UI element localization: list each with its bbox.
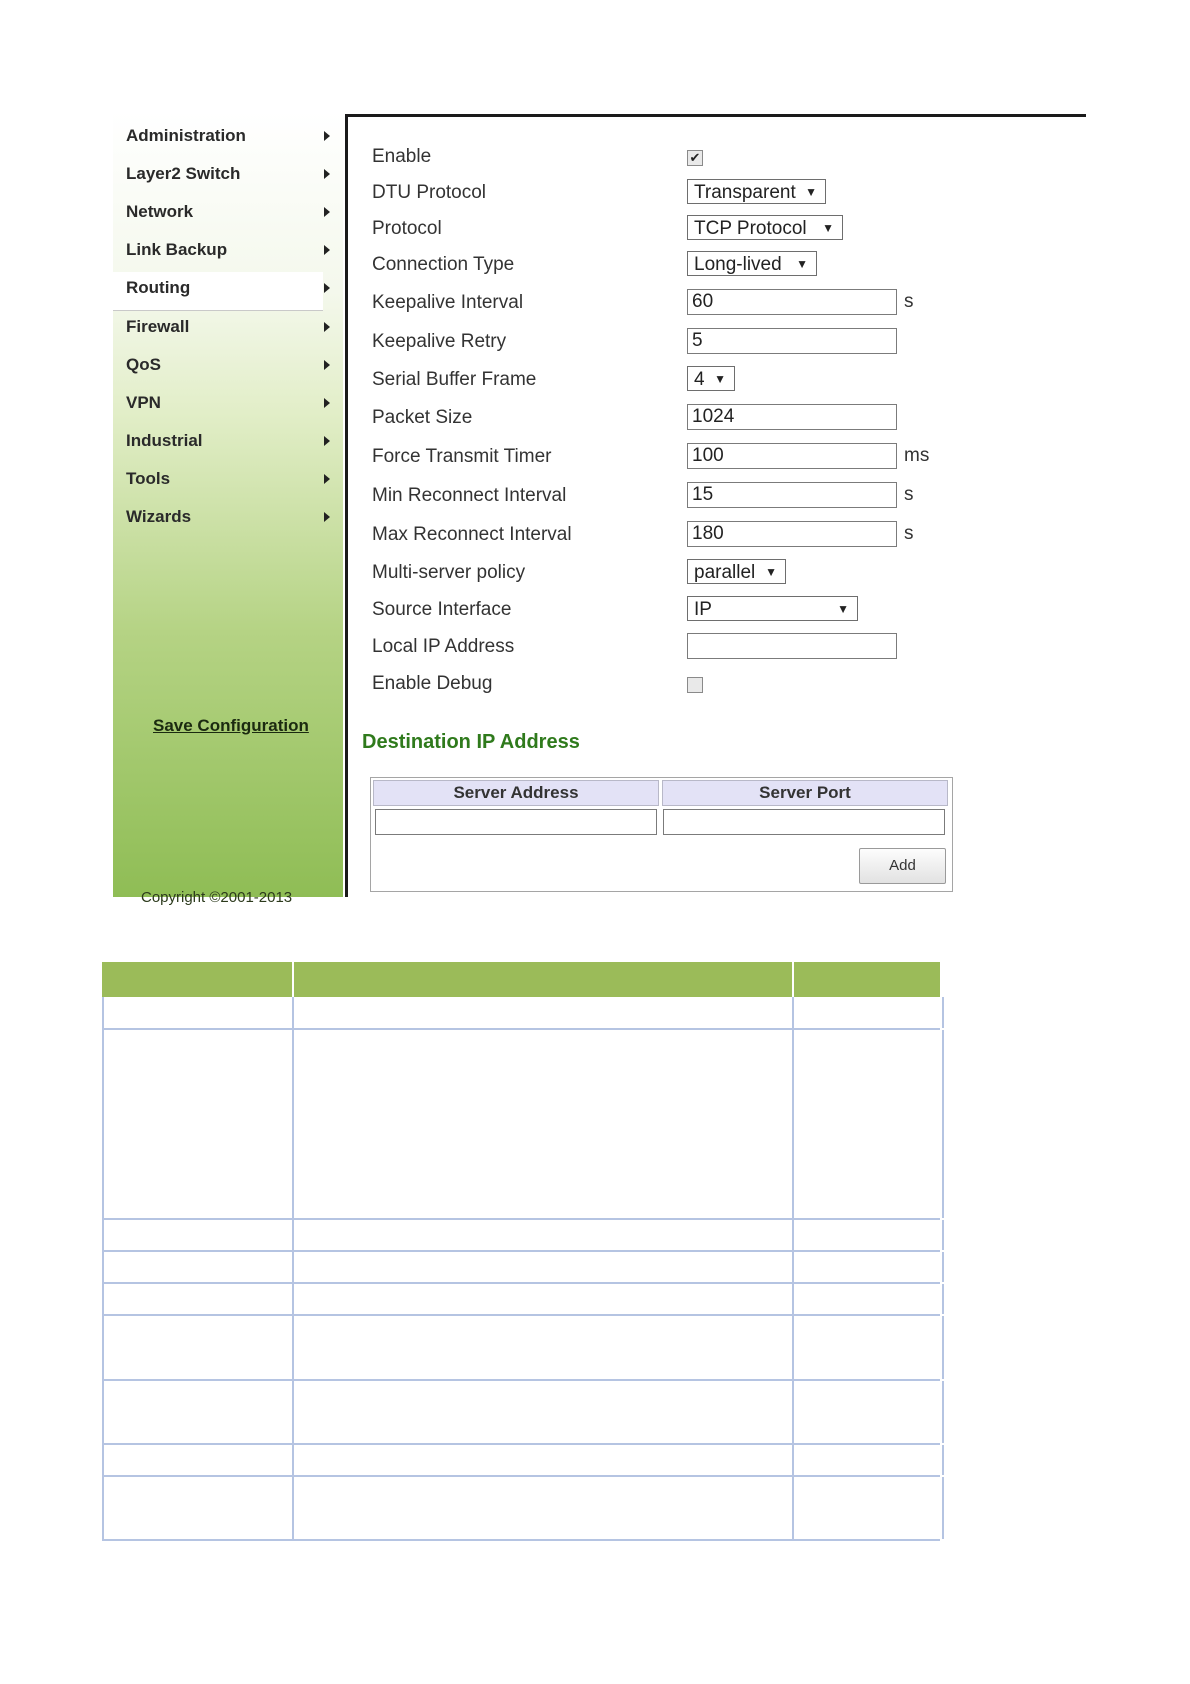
sidebar-item-vpn[interactable] — [113, 387, 343, 425]
connection-type-select[interactable] — [687, 251, 817, 276]
table-cell — [792, 1445, 944, 1475]
content-top-rule — [345, 114, 1086, 117]
table-cell — [102, 1445, 294, 1475]
sidebar-item-label: Layer2 Switch — [126, 164, 241, 183]
protocol-label: Protocol — [372, 218, 442, 239]
table-row — [102, 1381, 940, 1445]
sidebar-item-label: Firewall — [126, 317, 190, 336]
table-cell — [292, 1477, 794, 1539]
enable-label: Enable — [372, 146, 432, 167]
chevron-right-icon — [324, 131, 330, 141]
packet-size-input[interactable]: 1024 — [687, 404, 897, 430]
sidebar-item-label: VPN — [126, 393, 161, 412]
sidebar-item-label: Administration — [126, 126, 246, 145]
chevron-down-icon: ▼ — [714, 372, 726, 386]
table-cell — [292, 1252, 794, 1282]
table-row — [102, 1316, 940, 1381]
connection-type-label: Connection Type — [372, 254, 515, 275]
keepalive-retry-label: Keepalive Retry — [372, 331, 507, 352]
table-row — [102, 1252, 940, 1284]
sidebar-item-qos[interactable] — [113, 349, 343, 387]
protocol-value: TCP Protocol — [694, 218, 807, 239]
sidebar-item-wizards[interactable] — [113, 501, 343, 539]
multi-server-policy-value: parallel — [694, 562, 756, 583]
chevron-right-icon — [324, 283, 330, 293]
table-header-cell — [292, 962, 794, 997]
sidebar-item-layer2-switch[interactable] — [113, 158, 343, 196]
min-reconnect-interval-label: Min Reconnect Interval — [372, 485, 567, 506]
chevron-right-icon — [324, 436, 330, 446]
sidebar-item-label: QoS — [126, 355, 161, 374]
enable-debug-label: Enable Debug — [372, 673, 493, 694]
server-port-input[interactable] — [663, 809, 945, 835]
min-reconnect-interval-unit: s — [904, 484, 914, 505]
source-interface-select[interactable] — [687, 596, 858, 621]
table-cell — [292, 997, 794, 1028]
max-reconnect-interval-input[interactable]: 180 — [687, 521, 897, 547]
sidebar-item-label: Wizards — [126, 507, 192, 526]
table-row — [102, 1284, 940, 1316]
table-cell — [792, 1284, 944, 1314]
chevron-right-icon — [324, 207, 330, 217]
table-cell — [102, 1316, 294, 1379]
content-divider — [345, 114, 348, 897]
destination-section-title: Destination IP Address — [362, 731, 580, 753]
table-cell — [792, 1220, 944, 1250]
serial-buffer-frame-label: Serial Buffer Frame — [372, 369, 537, 390]
table-cell — [792, 997, 944, 1028]
table-cell — [102, 1477, 294, 1539]
multi-server-policy-select[interactable] — [687, 559, 786, 584]
chevron-right-icon — [324, 474, 330, 484]
table-header-cell — [102, 962, 292, 997]
table-cell — [792, 1316, 944, 1379]
table-cell — [292, 1220, 794, 1250]
force-transmit-timer-input[interactable]: 100 — [687, 443, 897, 469]
table-cell — [792, 1381, 944, 1443]
sidebar-item-routing[interactable] — [113, 272, 323, 311]
enable-debug-checkbox[interactable] — [687, 677, 703, 693]
sidebar-item-label: Link Backup — [126, 240, 228, 259]
keepalive-retry-input[interactable]: 5 — [687, 328, 897, 354]
max-reconnect-interval-label: Max Reconnect Interval — [372, 524, 572, 545]
save-configuration-link[interactable]: Save Configuration — [153, 716, 309, 735]
dtu-protocol-label: DTU Protocol — [372, 182, 487, 203]
table-row — [102, 1220, 940, 1252]
chevron-right-icon — [324, 169, 330, 179]
chevron-down-icon: ▼ — [837, 602, 849, 616]
copyright-text: Copyright ©2001-2013 — [141, 889, 293, 906]
sidebar-menu — [113, 120, 343, 539]
table-cell — [102, 1252, 294, 1282]
chevron-right-icon — [324, 322, 330, 332]
dtu-protocol-value: Transparent — [694, 182, 796, 203]
min-reconnect-interval-input[interactable]: 15 — [687, 482, 897, 508]
chevron-down-icon: ▼ — [796, 257, 808, 271]
table-row — [102, 1030, 940, 1220]
multi-server-policy-label: Multi-server policy — [372, 562, 526, 583]
sidebar-item-firewall[interactable] — [113, 311, 343, 349]
sidebar-item-administration[interactable] — [113, 120, 343, 158]
chevron-right-icon — [324, 245, 330, 255]
keepalive-interval-input[interactable]: 60 — [687, 289, 897, 315]
chevron-down-icon: ▼ — [805, 185, 817, 199]
sidebar-item-label: Network — [126, 202, 194, 221]
sidebar-item-tools[interactable] — [113, 463, 343, 501]
sidebar-item-link-backup[interactable] — [113, 234, 343, 272]
source-interface-label: Source Interface — [372, 599, 512, 620]
table-header-cell — [792, 962, 942, 997]
local-ip-address-input[interactable] — [687, 633, 897, 659]
destination-table — [370, 777, 953, 892]
table-cell — [292, 1445, 794, 1475]
chevron-down-icon: ▼ — [765, 565, 777, 579]
sidebar-item-industrial[interactable] — [113, 425, 343, 463]
sidebar-item-label: Routing — [126, 278, 191, 297]
table-cell — [102, 1030, 294, 1218]
chevron-right-icon — [324, 360, 330, 370]
server-port-header: Server Port — [662, 780, 948, 806]
keepalive-interval-unit: s — [904, 291, 914, 312]
chevron-right-icon — [324, 512, 330, 522]
force-transmit-timer-label: Force Transmit Timer — [372, 446, 552, 467]
sidebar-item-label: Industrial — [126, 431, 203, 450]
sidebar — [113, 112, 343, 906]
table-header-row — [102, 962, 940, 997]
enable-checkbox[interactable]: ✔ — [687, 150, 703, 166]
table-cell — [792, 1030, 944, 1218]
chevron-down-icon: ▼ — [822, 221, 834, 235]
local-ip-address-label: Local IP Address — [372, 636, 515, 657]
force-transmit-timer-unit: ms — [904, 445, 930, 466]
table-row — [102, 997, 940, 1030]
table-cell — [792, 1477, 944, 1539]
serial-buffer-frame-select[interactable] — [687, 366, 735, 391]
table-cell — [102, 1220, 294, 1250]
add-button[interactable]: Add — [859, 848, 946, 884]
source-interface-value: IP — [694, 599, 712, 620]
table-cell — [292, 1284, 794, 1314]
server-address-input[interactable] — [375, 809, 657, 835]
table-cell — [102, 997, 294, 1028]
serial-buffer-frame-value: 4 — [694, 369, 705, 390]
server-address-header: Server Address — [373, 780, 659, 806]
table-row — [102, 1477, 940, 1541]
table-cell — [102, 1381, 294, 1443]
table-cell — [292, 1381, 794, 1443]
connection-type-value: Long-lived — [694, 254, 782, 275]
table-row — [102, 1445, 940, 1477]
packet-size-label: Packet Size — [372, 407, 473, 428]
protocol-select[interactable] — [687, 215, 843, 240]
sidebar-item-label: Tools — [126, 469, 171, 488]
table-cell — [292, 1030, 794, 1218]
max-reconnect-interval-unit: s — [904, 523, 914, 544]
table-cell — [292, 1316, 794, 1379]
sidebar-item-network[interactable] — [113, 196, 343, 234]
keepalive-interval-label: Keepalive Interval — [372, 292, 524, 313]
dtu-protocol-select[interactable] — [687, 179, 826, 204]
table-cell — [792, 1252, 944, 1282]
chevron-right-icon — [324, 398, 330, 408]
table-cell — [102, 1284, 294, 1314]
